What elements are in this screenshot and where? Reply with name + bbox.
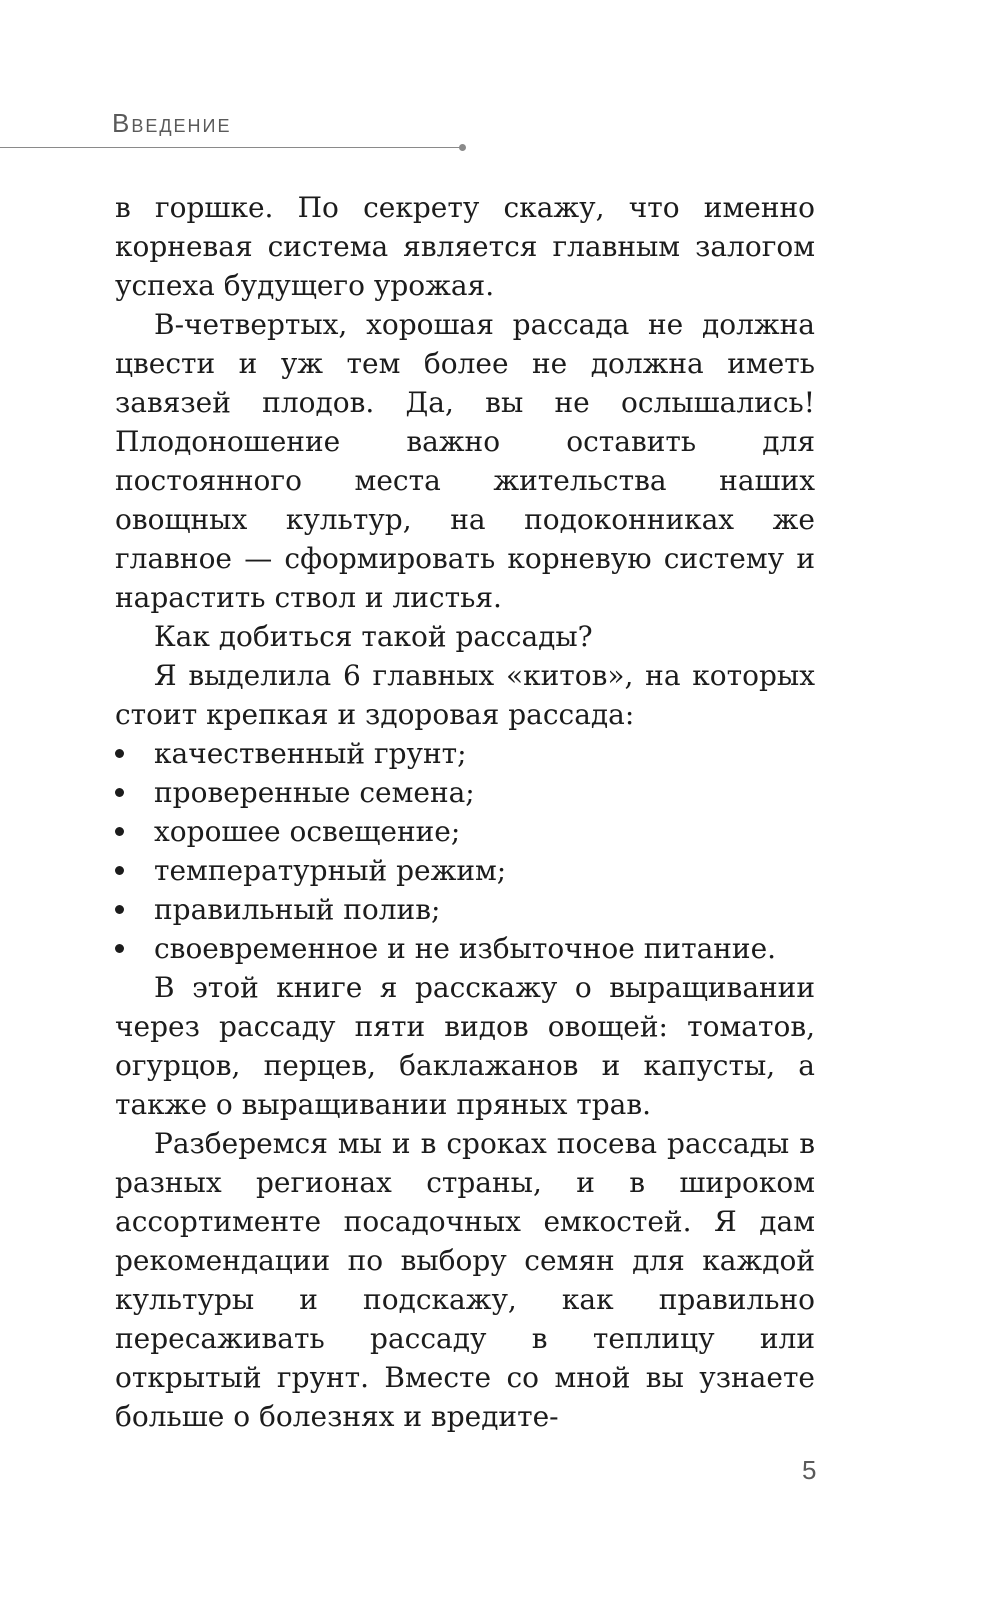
bullet-icon xyxy=(115,749,124,758)
paragraph-question: Как добиться такой рассады? xyxy=(154,620,593,653)
running-head: Введение xyxy=(112,108,232,138)
bullet-icon xyxy=(115,944,124,953)
list-item-text: хорошее освещение; xyxy=(154,815,461,848)
paragraph-book-contents: В этой книге я расскажу о выращивании через рассаду пяти видов овощей: томатов, огурцов, перцев, баклажанов и капусты, а также о выращивании пряных трав. xyxy=(115,971,815,1121)
header-rule xyxy=(0,147,462,148)
list-item-text: своевременное и не избыточное питание. xyxy=(154,932,777,965)
bullet-icon xyxy=(115,866,124,875)
list-item xyxy=(115,890,815,929)
body-text xyxy=(115,188,815,1436)
list-item xyxy=(115,851,815,890)
list-item-text: температурный режим; xyxy=(154,854,507,887)
header-rule-dot xyxy=(459,144,466,151)
list-item xyxy=(115,773,815,812)
list-item-text: качественный грунт; xyxy=(154,737,467,770)
page-number: 5 xyxy=(802,1455,817,1485)
list-item xyxy=(115,812,815,851)
paragraph-topics: Разберемся мы и в сроках посева рассады в разных регионах страны, и в широком ассортименте посадочных емкостей. Я дам рекомендации по выбору семян для каждой культуры и подскажу, как правильно пересаживать рассаду в теплицу или открытый грунт. Вместе со мной вы узнаете больше о болезнях и вредите- xyxy=(115,1127,815,1433)
list-item xyxy=(115,929,815,968)
bullet-icon xyxy=(115,788,124,797)
list-item xyxy=(115,734,815,773)
bullet-icon xyxy=(115,827,124,836)
list-item-text: проверенные семена; xyxy=(154,776,475,809)
list-item-text: правильный полив; xyxy=(154,893,441,926)
paragraph-fourth-point: В-четвертых, хорошая рассада не должна цвести и уж тем более не должна иметь завязей плодов. Да, вы не ослышались! Плодоношение важно оставить для постоянного места жительства наших овощных культур, на подоконниках же главное — сформировать корневую систему и нарастить ствол и листья. xyxy=(115,308,815,614)
bullet-list xyxy=(115,734,815,968)
bullet-icon xyxy=(115,905,124,914)
paragraph-whales-intro: Я выделила 6 главных «китов», на которых стоит крепкая и здоровая рассада: xyxy=(115,659,815,731)
paragraph-continuation: в горшке. По секрету скажу, что именно корневая система является главным залогом успеха будущего урожая. xyxy=(115,191,815,302)
